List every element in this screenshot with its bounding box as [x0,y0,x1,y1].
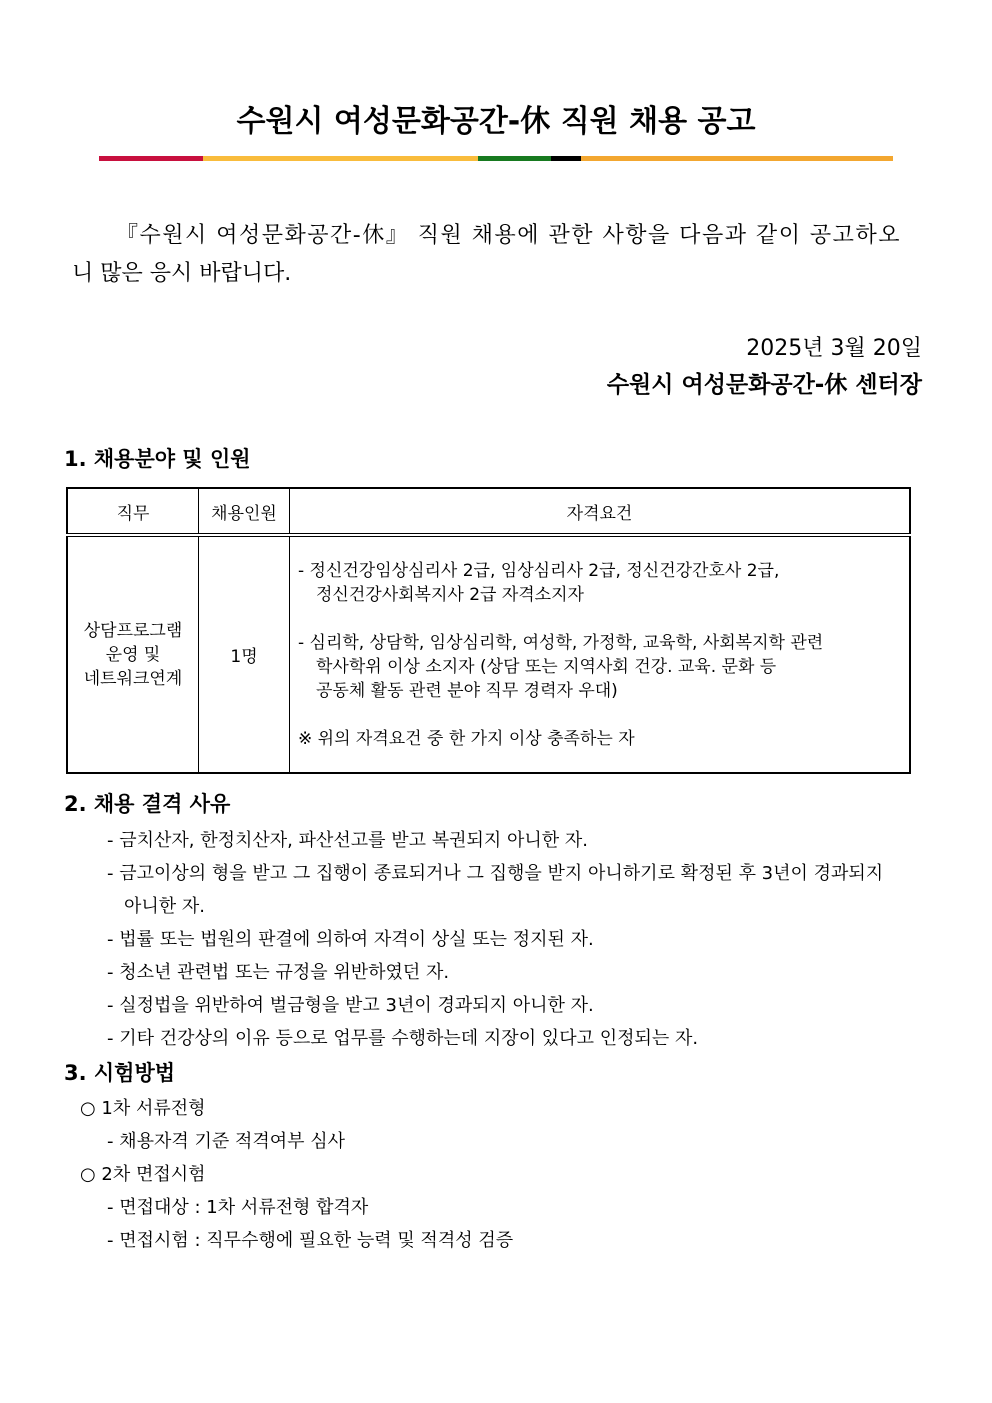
recruitment-table [66,487,911,774]
count-cell: 1명 [199,535,290,773]
req-line: - 심리학, 상담학, 임상심리학, 여성학, 가정학, 교육학, 사회복지학 관련 [298,632,824,653]
header-requirements: 자격요건 [290,488,911,535]
bar-red [99,156,203,161]
notice-date: 2025년 3월 20일 [746,336,922,361]
bar-black [551,156,581,161]
intro-line-1: 『수원시 여성문화공간-休』 직원 채용에 관한 사항을 다음과 같이 공고하오 [116,223,901,248]
bar-orange [581,156,893,161]
req-line: 학사학위 이상 소지자 (상담 또는 지역사회 건강. 교육. 문화 등 [316,656,777,677]
requirements-cell [290,535,911,773]
intro-line-2: 니 많은 응시 바랍니다. [72,261,292,286]
disqualification-item: 아니한 자. [124,896,205,917]
exam-detail: - 채용자격 기준 적격여부 심사 [107,1131,346,1152]
table-row [67,535,910,773]
req-line: - 정신건강임상심리사 2급, 임상심리사 2급, 정신건강간호사 2급, [298,560,780,581]
exam-stage: ○ 2차 면접시험 [80,1164,206,1185]
exam-stage: ○ 1차 서류전형 [80,1098,206,1119]
disqualification-item: - 청소년 관련법 또는 규정을 위반하였던 자. [107,962,450,983]
table-header-row [67,488,910,535]
disqualification-item: - 금치산자, 한정치산자, 파산선고를 받고 복권되지 아니한 자. [107,830,589,851]
page-title: 수원시 여성문화공간-休 직원 채용 공고 [236,104,756,139]
bar-green [478,156,551,161]
req-line: 공동체 활동 관련 분야 직무 경력자 우대) [316,680,618,701]
exam-detail: - 면접시험 : 직무수행에 필요한 능력 및 적격성 검증 [107,1230,514,1251]
disqualification-item: - 금고이상의 형을 받고 그 집행이 종료되거나 그 집행을 받지 아니하기로 확정된 후 3년이 경과되지 [107,863,884,884]
job-line: 상담프로그램 [83,620,183,641]
bar-yellow [203,156,478,161]
req-note: ※ 위의 자격요건 중 한 가지 이상 충족하는 자 [298,728,635,749]
header-count: 채용인원 [199,488,290,535]
job-cell [67,535,199,773]
section2-heading: 2. 채용 결격 사유 [64,792,231,816]
disqualification-item: - 법률 또는 법원의 판결에 의하여 자격이 상실 또는 정지된 자. [107,929,594,950]
job-line: 운영 및 [105,644,161,665]
header-job: 직무 [67,488,199,535]
color-bar [99,156,893,161]
exam-detail: - 면접대상 : 1차 서류전형 합격자 [107,1197,369,1218]
section3-heading: 3. 시험방법 [64,1061,176,1085]
issuer: 수원시 여성문화공간-休 센터장 [606,372,922,398]
disqualification-item: - 기타 건강상의 이유 등으로 업무를 수행하는데 지장이 있다고 인정되는 자. [107,1028,699,1049]
job-line: 네트워크연계 [83,668,183,689]
req-line: 정신건강사회복지사 2급 자격소지자 [316,584,584,605]
disqualification-item: - 실정법을 위반하여 벌금형을 받고 3년이 경과되지 아니한 자. [107,995,594,1016]
section1-heading: 1. 채용분야 및 인원 [64,447,251,471]
